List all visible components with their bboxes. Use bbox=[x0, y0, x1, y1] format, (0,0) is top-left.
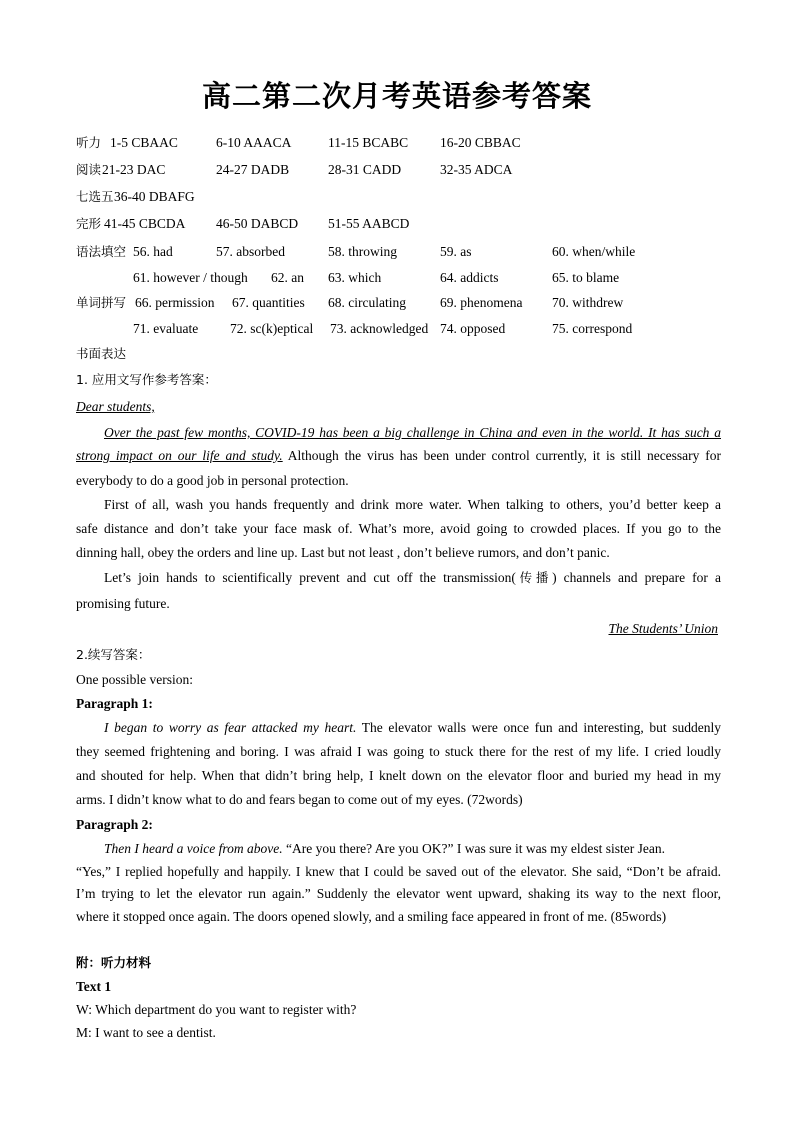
letter-p3-b: ) channels and prepare for a bbox=[552, 570, 721, 585]
grammar-item: 63. which bbox=[328, 270, 382, 285]
part2-heading: 2.续写答案： bbox=[76, 647, 151, 662]
letter-p1-rest: Although the virus has been under control currently, it is still necessary for bbox=[282, 448, 722, 463]
grammar-item: 57. absorbed bbox=[216, 244, 285, 259]
dialogue-m-line: M: I want to see a dentist. bbox=[76, 1025, 216, 1040]
letter-p1-line1: Over the past few months, COVID-19 has been a big challenge in China and even in the world. It has such a bbox=[104, 425, 721, 440]
reading-item: 21-23 DAC bbox=[102, 162, 166, 177]
seven-item: 36-40 DBAFG bbox=[114, 189, 195, 204]
page-title: 高二第二次月考英语参考答案 bbox=[201, 79, 592, 113]
cloze-item: 41-45 CBCDA bbox=[104, 216, 186, 231]
letter-p3-line2: promising future. bbox=[76, 596, 170, 611]
listening-item: 1-5 CBAAC bbox=[110, 135, 178, 150]
grammar-label: 语法填空 bbox=[76, 244, 127, 259]
letter-p3-a: Let’s join hands to scientifically prevent and cut off the transmission( bbox=[104, 570, 516, 585]
writing-heading: 书面表达 bbox=[76, 346, 127, 361]
letter-p2-line3: dinning hall, obey the orders and line up. Last but not least , don’t believe rumors, and don’t panic. bbox=[76, 545, 610, 560]
grammar-item: 59. as bbox=[440, 244, 472, 259]
letter-p2-line1: First of all, wash you hands frequently and drink more water. When talking to others, you’d better keep a bbox=[104, 497, 721, 512]
para2-rest: “Are you there? Are you OK?” I was sure it was my eldest sister Jean. bbox=[282, 841, 665, 856]
letter-p3-line1 bbox=[104, 569, 721, 587]
grammar-item: 56. had bbox=[133, 244, 173, 259]
para1-line2: they seemed frightening and boring. I was afraid I was going to stuck there for the rest of my life. I cried loudly bbox=[76, 744, 721, 759]
cloze-item: 46-50 DABCD bbox=[216, 216, 299, 231]
cloze-label: 完形 bbox=[76, 216, 102, 231]
para2-line4: where it stopped once again. The doors opened slowly, and a smiling face appeared in front of me. (85words) bbox=[76, 909, 667, 924]
spelling-item: 70. withdrew bbox=[552, 295, 624, 310]
text1-label: Text 1 bbox=[76, 979, 112, 994]
grammar-item: 61. however / though bbox=[133, 270, 248, 285]
para2-line3: I’m trying to let the elevator run again.” Suddenly the elevator went upward, shaking its way to the next floor, bbox=[76, 886, 721, 901]
cloze-item: 51-55 AABCD bbox=[328, 216, 410, 231]
spelling-item: 69. phenomena bbox=[440, 295, 523, 310]
grammar-item: 64. addicts bbox=[440, 270, 499, 285]
letter-p1-line3: everybody to do a good job in personal protection. bbox=[76, 473, 349, 488]
spelling-item: 66. permission bbox=[135, 295, 215, 310]
para1-rest: The elevator walls were once fun and interesting, but suddenly bbox=[356, 720, 721, 735]
dialogue-w-line: W: Which department do you want to register with? bbox=[76, 1002, 357, 1017]
spelling-item: 72. sc(k)eptical bbox=[230, 321, 314, 336]
paragraph2-label: Paragraph 2: bbox=[76, 817, 153, 832]
reading-item: 28-31 CADD bbox=[328, 162, 402, 177]
letter-signature: The Students’ Union bbox=[608, 621, 718, 636]
spelling-item: 68. circulating bbox=[328, 295, 406, 310]
letter-p1-line2 bbox=[76, 447, 721, 465]
reading-item: 32-35 ADCA bbox=[440, 162, 513, 177]
spelling-item: 75. correspond bbox=[552, 321, 633, 336]
paragraph1-label: Paragraph 1: bbox=[76, 696, 153, 711]
letter-salutation: Dear students, bbox=[76, 399, 155, 414]
part1-heading: 1. 应用文写作参考答案： bbox=[76, 372, 217, 387]
para2-opening: Then I heard a voice from above. bbox=[104, 841, 283, 856]
grammar-item: 65. to blame bbox=[552, 270, 620, 285]
spelling-item: 67. quantities bbox=[232, 295, 305, 310]
reading-item: 24-27 DADB bbox=[216, 162, 290, 177]
para2-line2: “Yes,” I replied hopefully and happily. I knew that I could be saved out of the elevator. She said, “Don’t be afraid. bbox=[76, 864, 721, 879]
grammar-item: 62. an bbox=[271, 270, 304, 285]
letter-p2-line2: safe distance and don’t take your face mask of. What’s more, avoid going to crowded places. If you go to the bbox=[76, 521, 721, 536]
reading-label: 阅读 bbox=[76, 162, 102, 177]
listening-item: 6-10 AAACA bbox=[216, 135, 292, 150]
grammar-item: 60. when/while bbox=[552, 244, 636, 259]
listening-item: 11-15 BCABC bbox=[328, 135, 409, 150]
listening-label: 听力 bbox=[76, 135, 102, 150]
para1-line3: and shouted for help. When that didn’t bring help, I knelt down on the elevator floor and buried my head in my bbox=[76, 768, 721, 783]
para1-line1 bbox=[104, 719, 721, 737]
spelling-label: 单词拼写 bbox=[76, 295, 127, 310]
para2-line1 bbox=[104, 840, 665, 858]
spelling-item: 73. acknowledged bbox=[330, 321, 429, 336]
letter-p1-underlined: strong impact on our life and study. bbox=[76, 448, 283, 463]
version-note: One possible version: bbox=[76, 672, 193, 687]
letter-p3-cn: 传播 bbox=[515, 570, 553, 585]
seven-label: 七选五 bbox=[76, 189, 114, 204]
listening-item: 16-20 CBBAC bbox=[440, 135, 521, 150]
para1-opening: I began to worry as fear attacked my heart. bbox=[104, 720, 357, 735]
spelling-item: 71. evaluate bbox=[133, 321, 199, 336]
appendix-heading: 附：听力材料 bbox=[76, 955, 152, 970]
para1-line4: arms. I didn’t know what to do and fears began to come out of my eyes. (72words) bbox=[76, 792, 523, 807]
spelling-item: 74. opposed bbox=[440, 321, 506, 336]
grammar-item: 58. throwing bbox=[328, 244, 397, 259]
